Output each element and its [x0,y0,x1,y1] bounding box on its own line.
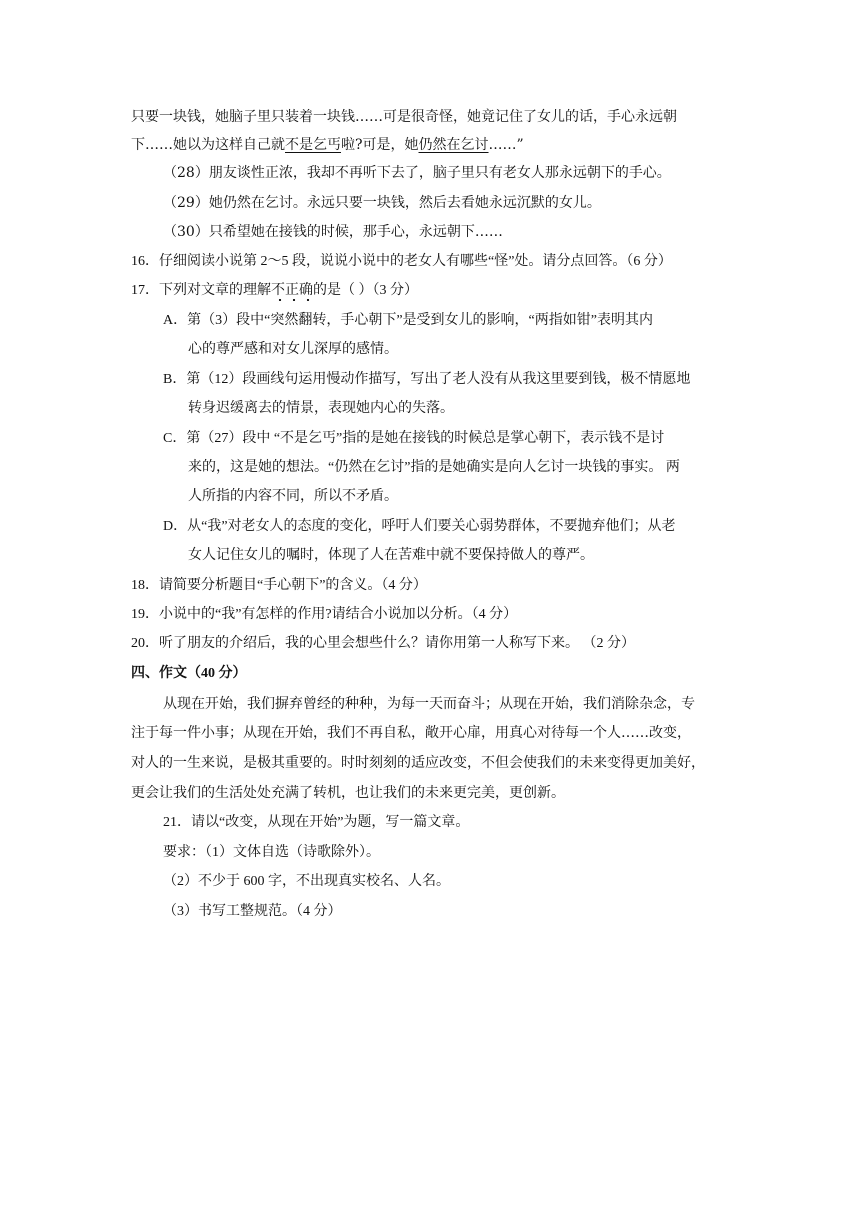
option-b-line-1: B．第（12）段画线句运用慢动作描写，写出了老人没有从我这里要到钱，极不情愿地 [163,372,691,387]
essay-prompt-line-2: 注于每一件小事；从现在开始，我们不再自私，敞开心扉，用真心对待每一个人……改变， [131,725,691,741]
requirement-1: 要求：（1）文体自选（诗歌除外）。 [163,845,380,860]
passage-line-2 [131,135,524,155]
question-17-text-a: 17．下列对文章的理解 [131,283,271,298]
option-a-line-1: A．第（3）段中“突然翻转，手心朝下”是受到女儿的影响，“两指如钳”表明其内 [163,313,653,328]
requirement-3: （3）书写工整规范。（4 分） [163,904,342,919]
essay-prompt-line-4: 更会让我们的生活处处充满了转机，也让我们的未来更完美，更创新。 [131,785,565,801]
option-c-line-3: 人所指的内容不同，所以不矛盾。 [188,489,398,504]
question-17 [131,281,418,301]
option-d-line-2: 女人记住女儿的嘱时，体现了人在苦难中就不要保持做人的尊严。 [188,548,594,563]
question-20: 20．听了朋友的介绍后，我的心里会想些什么？请你用第一人称写下来。 （2 分） [131,636,635,651]
option-c-line-2: 来的，这是她的想法。“仍然在乞讨”指的是她确实是向人乞讨一块钱的事实。 两 [188,460,680,475]
option-d-line-1: D．从“我”对老女人的态度的变化，呼吁人们要关心弱势群体，不要抛弃他们；从老 [163,519,676,534]
essay-prompt-line-1: 从现在开始，我们摒弃曾经的种种，为每一天而奋斗；从现在开始，我们消除杂念，专 [163,696,695,712]
question-21: 21．请以“改变，从现在开始”为题，写一篇文章。 [163,815,470,830]
requirement-2: （2）不少于 600 字，不出现真实校名、人名。 [163,874,450,889]
paragraph-29: （29）她仍然在乞讨。永远只要一块钱，然后去看她永远沉默的女儿。 [163,195,601,211]
option-c-line-1: C．第（27）段中 “不是乞丐”指的是她在接钱的时候总是掌心朝下，表示钱不是讨 [163,431,665,446]
section-heading-essay: 四、作文（40 分） [131,666,247,681]
passage-line-2-text-b: 啦?可是，她 [341,137,419,153]
paragraph-28: （28）朋友谈性正浓，我却不再听下去了，脑子里只有老女人那永远朝下的手心。 [163,165,671,181]
underlined-not-beggar: 不是乞丐 [285,137,341,153]
question-18: 18．请简要分析题目“手心朝下”的含义。（4 分） [131,578,427,593]
underlined-still-begging: 仍然在乞讨 [418,137,489,153]
emphasis-not-correct: 不正确 [271,283,313,298]
option-b-line-2: 转身迟缓离去的情景，表现她内心的失落。 [188,401,454,416]
paragraph-30: （30）只希望她在接钱的时候，那手心，永远朝下…… [163,224,503,240]
question-16: 16．仔细阅读小说第 2～5 段，说说小说中的老女人有哪些“怪”处。请分点回答。（6 分） [131,254,672,269]
question-17-text-b: 的是（ ）（3 分） [313,283,418,298]
passage-line-1: 只要一块钱，她脑子里只装着一块钱……可是很奇怪，她竟记住了女儿的话，手心永远朝 [131,109,677,125]
passage-line-2-text-c: ……” [488,137,524,153]
option-a-line-2: 心的尊严感和对女儿深厚的感情。 [188,342,398,357]
essay-prompt-line-3: 对人的一生来说，是极其重要的。时时刻刻的适应改变，不但会使我们的未来变得更加美好， [131,755,705,771]
passage-line-2-text-a: 下……她以为这样自己就 [131,137,285,153]
question-19: 19．小说中的“我”有怎样的作用?请结合小说加以分析。（4 分） [131,607,518,622]
